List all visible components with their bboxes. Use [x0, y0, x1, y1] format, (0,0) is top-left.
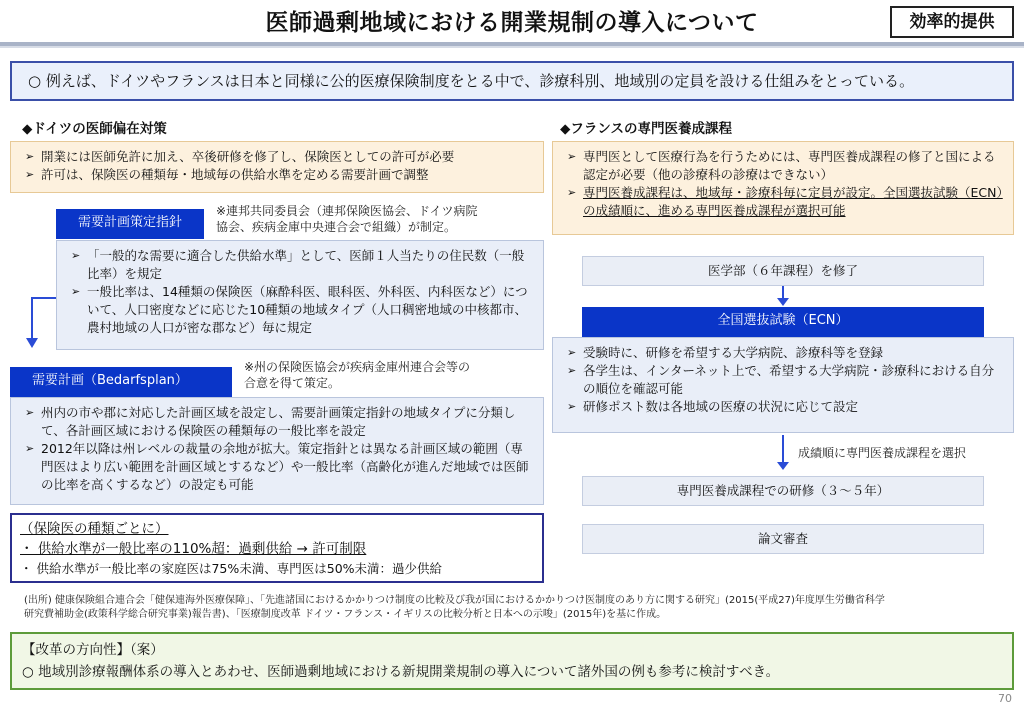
reform-box — [10, 632, 1014, 690]
guideline-item-2: ➢ 一般比率は、14種類の保険医（麻酔科医、眼科医、外科医、内科医など）について、人口密度などに応じた10種類の地域タイプ（人口稠密地域の中核都市、農村地域の人口が密な郡など）毎に規定 — [71, 283, 533, 337]
ecn-item-2: ➢ 各学生は、インターネット上で、希望する大学病院・診療科における自分の順位を確認可能 — [567, 362, 1003, 398]
arrow-down-icon — [26, 338, 38, 348]
flow-step-thesis: 論文審査 — [582, 524, 984, 554]
ecn-item-1: ➢ 受験時に、研修を希望する大学病院、診療科等を登録 — [567, 344, 1003, 362]
supply-line-1: ・ 供給水準が一般比率の110%超：過剰供給 → 許可制限 — [20, 541, 367, 557]
germany-intro-item-1: ➢ 開業には医師免許に加え、卒後研修を修了し、保険医としての許可が必要 — [25, 148, 533, 166]
guideline-label: 需要計画策定指針 — [56, 209, 204, 239]
page-number: 70 — [998, 692, 1012, 705]
germany-heading: ◆ドイツの医師偏在対策 — [22, 121, 167, 137]
france-intro-item-1: ➢ 専門医として医療行為を行うためには、専門医養成課程の修了と国による認定が必要（他の診療科の診療はできない） — [567, 148, 1003, 184]
category-badge: 効率的提供 — [890, 6, 1014, 38]
ecn-item-3: ➢ 研修ポスト数は各地域の医療の状況に応じて設定 — [567, 398, 1003, 416]
supply-head: （保険医の種類ごとに） — [20, 521, 169, 537]
guideline-box — [56, 240, 544, 350]
flow-arrow-label: 成績順に専門医養成課程を選択 — [798, 446, 967, 460]
supply-rule-box — [10, 513, 544, 583]
flow-step-graduation: 医学部（６年課程）を修了 — [582, 256, 984, 286]
arrow-down-icon — [777, 462, 789, 470]
reform-title: 【改革の方向性】（案） — [22, 642, 164, 658]
arrow-down-icon — [777, 298, 789, 306]
flow-step-ecn: 全国選抜試験（ECN） — [582, 307, 984, 337]
guideline-note: ※連邦共同委員会（連邦保険医協会、ドイツ病院 協会、疾病金庫中央連合会で組織）が制定。 — [216, 204, 478, 234]
ecn-detail-box — [552, 337, 1014, 433]
france-intro-item-2: ➢ 専門医養成課程は、地域毎・診療科毎に定員が設定。全国選抜試験（ECN）の成績順に、進める専門医養成課程が選択可能 — [567, 184, 1003, 220]
summary-box: ○ 例えば、ドイツやフランスは日本と同様に公的医療保険制度をとる中で、診療科別、地域別の定員を設ける仕組みをとっている。 — [10, 61, 1014, 101]
guideline-item-1: ➢ 「一般的な需要に適合した供給水準」として、医師１人当たりの住民数（一般比率）を規定 — [71, 247, 533, 283]
supply-line-2: ・ 供給水準が一般比率の家庭医は75%未満、専門医は50%未満：過少供給 — [20, 561, 443, 576]
reform-text: ○ 地域別診療報酬体系の導入とあわせ、医師過剰地域における新規開業規制の導入について諸外国の例も参考に検討すべき。 — [22, 664, 780, 680]
plan-item-2: ➢ 2012年以降は州レベルの裁量の余地が拡大。策定指針とは異なる計画区域の範囲（専門医はより広い範囲を計画区域とするなど）や一般比率（高齢化が進んだ地域では医師の比率を高くするなど）の設定も可能 — [25, 440, 533, 494]
plan-label: 需要計画（Bedarfsplan） — [10, 367, 232, 397]
source-citation: (出所) 健康保険組合連合会「健保連海外医療保障」、「先進諸国におけるかかりつけ制度の比較及び我が国におけるかかりつけ医制度のあり方に関する研究」(2015(平成27)年度厚生労働省科学 研究費補助金(政策科学総合研究事業)報告書)、「医療制度改革 ドイツ・フランス・イギリスの比較分析と日本への示唆」(2015年)を基に作成。 — [24, 595, 885, 620]
plan-box — [10, 397, 544, 505]
plan-note: ※州の保険医協会が疾病金庫州連合会等の 合意を得て策定。 — [244, 360, 471, 390]
page-title: 医師過剰地域における開業規制の導入について — [265, 10, 759, 36]
plan-item-1: ➢ 州内の市や郡に対応した計画区域を設定し、需要計画策定指針の地域タイプに分類して、各計画区域における保険医の種類毎の一般比率を設定 — [25, 404, 533, 440]
flow-connector-2 — [782, 435, 784, 465]
flow-step-training: 専門医養成課程での研修（３～５年） — [582, 476, 984, 506]
france-heading: ◆フランスの専門医養成課程 — [560, 121, 732, 137]
title-divider-light — [0, 46, 1024, 48]
germany-intro-item-2: ➢ 許可は、保険医の種類毎・地域毎の供給水準を定める需要計画で調整 — [25, 166, 533, 184]
connector-vertical — [31, 297, 33, 341]
france-intro-box — [552, 141, 1014, 235]
connector-horizontal — [31, 297, 56, 299]
germany-intro-box — [10, 141, 544, 193]
